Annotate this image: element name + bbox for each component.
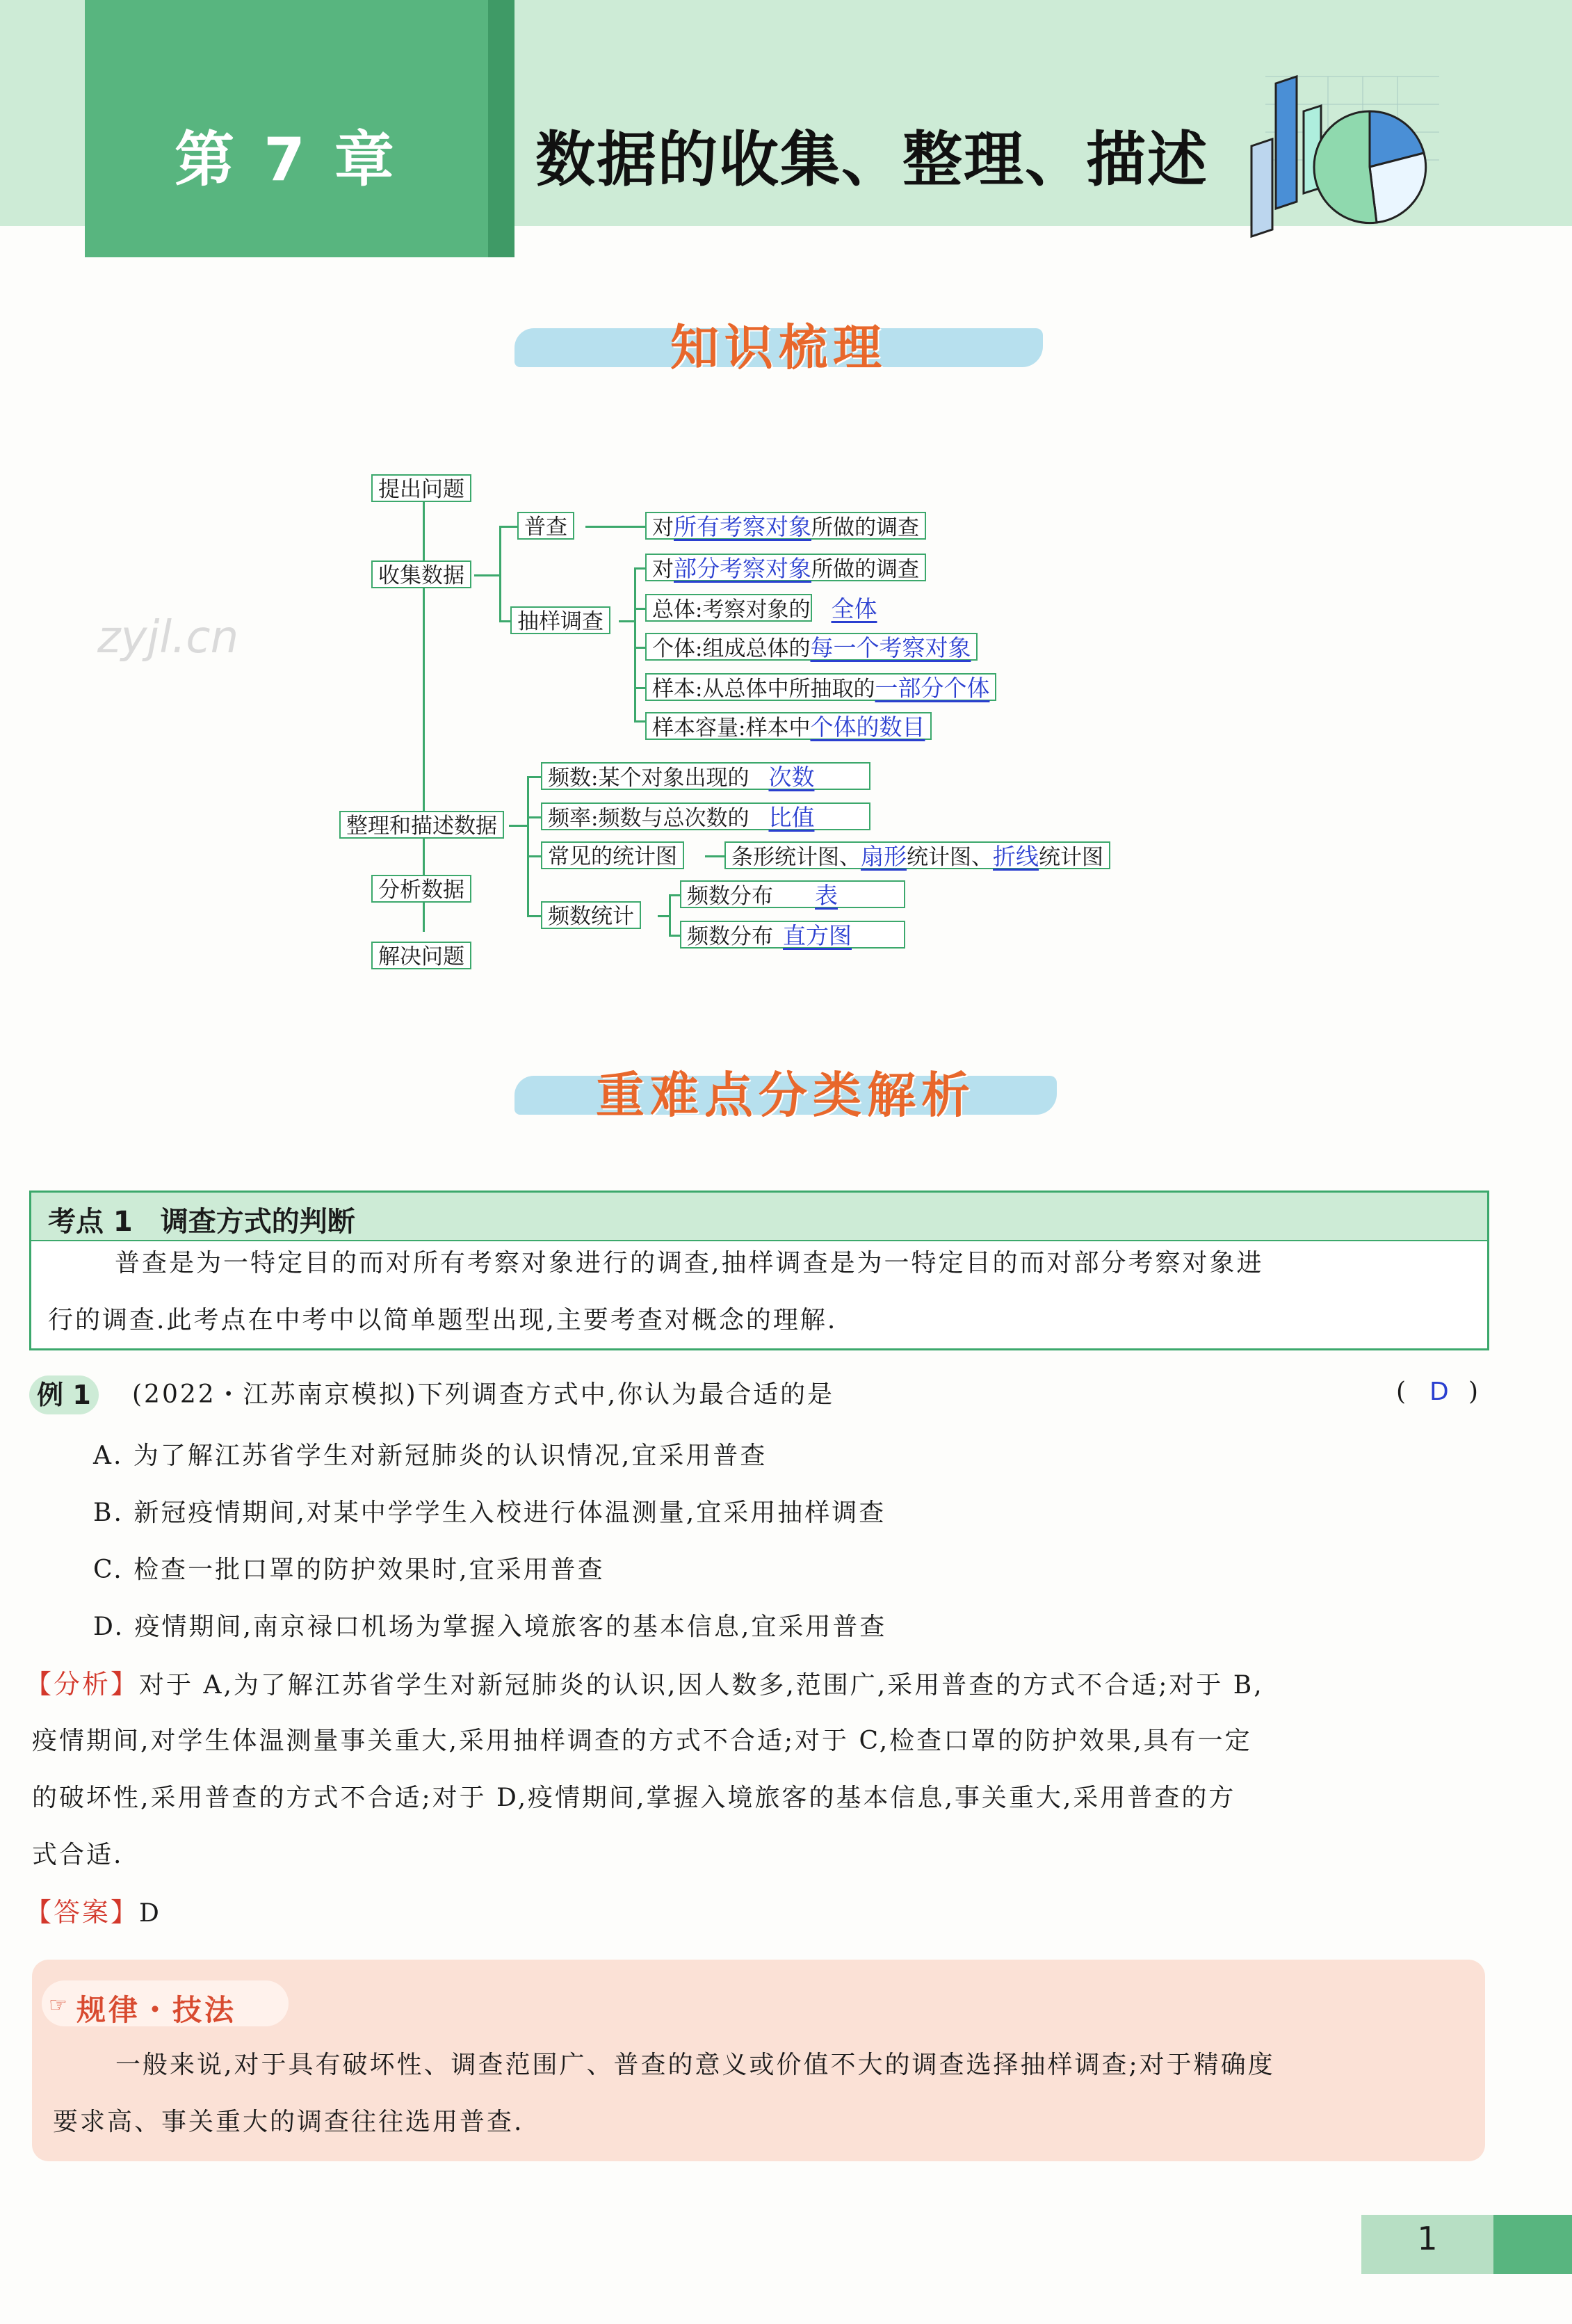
option-a: A. 为了解江苏省学生对新冠肺炎的认识情况,宜采用普查	[93, 1442, 768, 1470]
node-organize-describe: 整理和描述数据	[339, 811, 504, 839]
text: 条形统计图、	[731, 845, 861, 870]
sample-definition	[645, 673, 996, 701]
chart-types	[724, 841, 1110, 869]
option-b: B. 新冠疫情期间,对某中学学生入校进行体温测量,宜采用抽样调查	[93, 1499, 886, 1527]
tips-box	[32, 1960, 1485, 2161]
node-frequency-statistics: 频数统计	[541, 901, 641, 929]
key-point-text-line2: 行的调查.此考点在中考中以简单题型出现,主要考查对概念的理解.	[48, 1306, 838, 1334]
tips-title: 规律・技法	[76, 1993, 237, 2027]
answer-line	[25, 1885, 161, 1942]
chapter-title: 数据的收集、整理、描述	[535, 125, 1208, 195]
analysis-tag: 【分析】	[25, 1669, 140, 1700]
text: 总体:考察对象的	[652, 597, 811, 622]
sampling-definition	[645, 554, 926, 581]
chart-decoration-icon	[1238, 70, 1446, 250]
pointing-hand-icon: ☞	[49, 1993, 67, 2017]
answer-text: 全体	[831, 595, 877, 622]
text: 频数分布	[687, 884, 773, 909]
example-answer-mark: D	[1429, 1378, 1451, 1406]
answer-tag: 【答案】	[25, 1897, 140, 1928]
key-point-title: 考点 1 调查方式的判断	[48, 1206, 355, 1238]
answer-text: 直方图	[783, 922, 852, 949]
tips-line1: 一般来说,对于具有破坏性、调查范围广、普查的意义或价值不大的调查选择抽样调查;对于精确度	[115, 2051, 1275, 2079]
answer-text: 折线	[993, 843, 1039, 870]
answer-paren-left: (	[1396, 1378, 1409, 1406]
text: 所做的调查	[811, 515, 919, 540]
text: 统计图	[1039, 845, 1103, 870]
section-title-knowledge: 知识梳理	[670, 319, 887, 376]
key-point-box	[29, 1191, 1489, 1350]
frequency-count-definition	[541, 762, 870, 790]
answer-text: 次数	[768, 764, 815, 791]
answer-text: 扇形	[861, 843, 907, 870]
text: 对	[652, 557, 674, 582]
text: 统计图、	[907, 845, 993, 870]
frequency-table	[680, 880, 905, 908]
text: 对	[652, 515, 674, 540]
node-ask-question: 提出问题	[371, 474, 471, 502]
text: 样本:从总体中所抽取的	[652, 677, 875, 702]
answer-text: 比值	[768, 804, 815, 831]
tips-tag	[42, 1980, 289, 2026]
analysis-text: 对于 A,为了解江苏省学生对新冠肺炎的认识,因人数多,范围广,采用普查的方式不合适;对于 B,	[139, 1671, 1264, 1700]
individual-definition	[645, 633, 978, 661]
section-banner-knowledge	[514, 306, 1043, 382]
census-definition	[645, 512, 926, 540]
tips-line2: 要求高、事关重大的调查往往选用普查.	[53, 2108, 524, 2136]
analysis-line3: 的破坏性,采用普查的方式不合适;对于 D,疫情期间,掌握入境旅客的基本信息,事关重大,采用普查的方	[32, 1784, 1236, 1812]
node-collect-data: 收集数据	[371, 560, 471, 588]
text: 样本容量:样本中	[652, 716, 811, 741]
example-tag: 例 1	[29, 1375, 99, 1414]
text: 频数:某个对象出现的	[548, 766, 749, 791]
header-tab	[488, 0, 514, 257]
frequency-rate-definition	[541, 802, 870, 830]
sample-size-definition	[645, 712, 932, 740]
node-sampling: 抽样调查	[510, 606, 610, 634]
page-number: 1	[1417, 2220, 1438, 2257]
section-title-key-points: 重难点分类解析	[596, 1067, 975, 1124]
analysis-line1	[25, 1656, 1264, 1713]
answer-paren-right: )	[1468, 1378, 1481, 1406]
answer-text: 表	[815, 882, 838, 909]
text: 所做的调查	[811, 557, 919, 582]
section-banner-key-points	[514, 1054, 1057, 1130]
text: 个体:组成总体的	[652, 636, 811, 661]
node-census: 普查	[517, 512, 574, 540]
option-c: C. 检查一批口罩的防护效果时,宜采用普查	[93, 1556, 605, 1584]
chapter-header	[0, 0, 1572, 229]
text: 频数分布	[687, 924, 773, 949]
population-definition	[645, 594, 877, 622]
analysis-line4: 式合适.	[32, 1841, 124, 1869]
knowledge-mind-map	[327, 459, 1210, 987]
answer-text: 部分考察对象	[674, 555, 811, 582]
answer-text: 所有考察对象	[674, 513, 811, 540]
node-analyze-data: 分析数据	[371, 875, 471, 903]
answer-text: 每一个考察对象	[810, 634, 971, 661]
frequency-histogram	[680, 921, 905, 949]
watermark: zyjl.cn	[97, 612, 239, 663]
option-d: D. 疫情期间,南京禄口机场为掌握入境旅客的基本信息,宜采用普查	[93, 1613, 887, 1641]
node-solve-problem: 解决问题	[371, 942, 471, 969]
answer-text: 个体的数目	[810, 713, 925, 741]
answer-value: D	[139, 1899, 161, 1928]
key-point-text-line1: 普查是为一特定目的而对所有考察对象进行的调查,抽样调查是为一特定目的而对部分考察对象进	[115, 1249, 1264, 1277]
chapter-label: 第 7 章	[175, 125, 398, 195]
analysis-line2: 疫情期间,对学生体温测量事关重大,采用抽样调查的方式不合适;对于 C,检查口罩的防护效果,具有一定	[32, 1727, 1252, 1755]
node-common-charts: 常见的统计图	[541, 841, 684, 869]
example-stem: (2022・江苏南京模拟)下列调查方式中,你认为最合适的是	[132, 1380, 835, 1409]
text: 频率:频数与总次数的	[548, 806, 749, 831]
answer-text: 一部分个体	[875, 675, 990, 702]
